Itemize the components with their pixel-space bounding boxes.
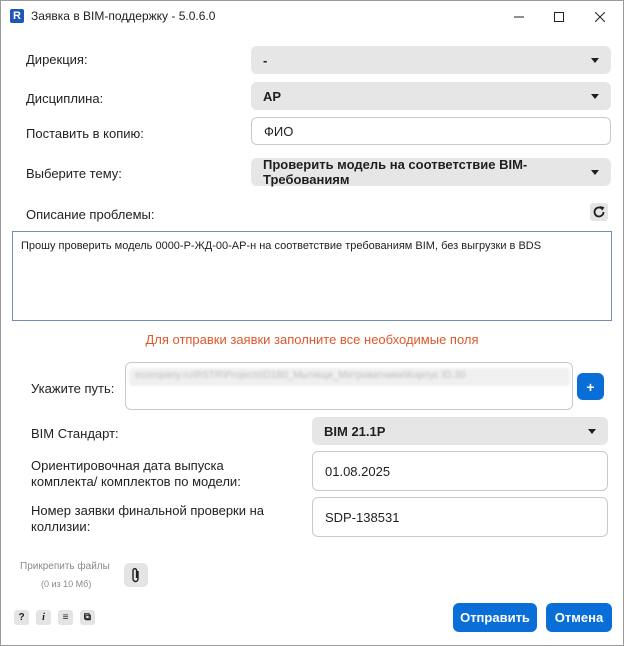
copy-to-label: Поставить в копию: <box>26 126 144 141</box>
topic-label: Выберите тему: <box>26 166 122 181</box>
attach-size-hint: (0 из 10 Мб) <box>41 579 92 589</box>
paperclip-icon <box>130 567 142 583</box>
title-bar <box>1 1 623 33</box>
info-icon[interactable]: i <box>36 610 51 625</box>
add-path-button[interactable]: + <box>577 373 604 400</box>
copy-to-input[interactable] <box>251 117 611 145</box>
direction-select[interactable] <box>251 46 611 74</box>
bim-standard-label: BIM Стандарт: <box>31 426 119 441</box>
path-value: ecompany.ru\RSTR\Projects\D180_Мытищи_Метроватники\Корпус ID.30 <box>129 368 570 386</box>
validation-warning: Для отправки заявки заполните все необходимые поля <box>145 332 479 347</box>
refresh-button[interactable] <box>590 203 608 221</box>
refresh-icon <box>592 205 606 219</box>
notes-icon[interactable]: ≡ <box>58 610 73 625</box>
maximize-icon <box>554 12 564 22</box>
release-date-value: 01.08.2025 <box>325 463 391 479</box>
discipline-value: АР <box>263 88 282 104</box>
discipline-label: Дисциплина: <box>26 91 104 106</box>
window-title: Заявка в BIM-поддержку - 5.0.6.0 <box>31 9 216 23</box>
document-icon[interactable]: ⧉ <box>80 610 95 625</box>
chevron-down-icon <box>588 429 596 434</box>
close-button[interactable] <box>577 1 623 33</box>
revit-app-icon: R <box>10 9 24 23</box>
description-value: Прошу проверить модель 0000-Р-ЖД-00-АР-н на соответствие требованиям BIM, без выгрузки в BDS <box>21 240 542 252</box>
description-label: Описание проблемы: <box>26 207 155 222</box>
final-check-label: Номер заявки финальной проверки на коллизии: <box>31 503 265 534</box>
maximize-button[interactable] <box>536 1 582 33</box>
cancel-button[interactable]: Отмена <box>546 603 612 632</box>
copy-to-value: ФИО <box>264 123 294 139</box>
discipline-select[interactable] <box>251 82 611 110</box>
description-textarea[interactable] <box>12 231 612 321</box>
bim-standard-select[interactable] <box>312 417 608 445</box>
attach-files-button[interactable] <box>124 563 148 587</box>
final-check-input[interactable] <box>312 497 608 537</box>
chevron-down-icon <box>591 94 599 99</box>
direction-value: - <box>263 52 268 68</box>
release-date-label: Ориентировочная дата выпуска комплекта/ комплектов по модели: <box>31 458 241 489</box>
topic-value: Проверить модель на соответствие BIM-Требованиям <box>263 157 528 187</box>
direction-label: Дирекция: <box>26 52 88 67</box>
topic-select[interactable] <box>251 158 611 186</box>
bim-standard-value: BIM 21.1P <box>324 423 386 439</box>
help-icon[interactable]: ? <box>14 610 29 625</box>
chevron-down-icon <box>591 58 599 63</box>
release-date-input[interactable] <box>312 451 608 491</box>
close-icon <box>595 12 605 22</box>
chevron-down-icon <box>591 170 599 175</box>
minimize-icon <box>514 12 524 22</box>
attach-label: Прикрепить файлы <box>20 561 110 572</box>
path-label: Укажите путь: <box>31 381 115 396</box>
send-button[interactable]: Отправить <box>453 603 537 632</box>
final-check-value: SDP-138531 <box>325 509 400 525</box>
